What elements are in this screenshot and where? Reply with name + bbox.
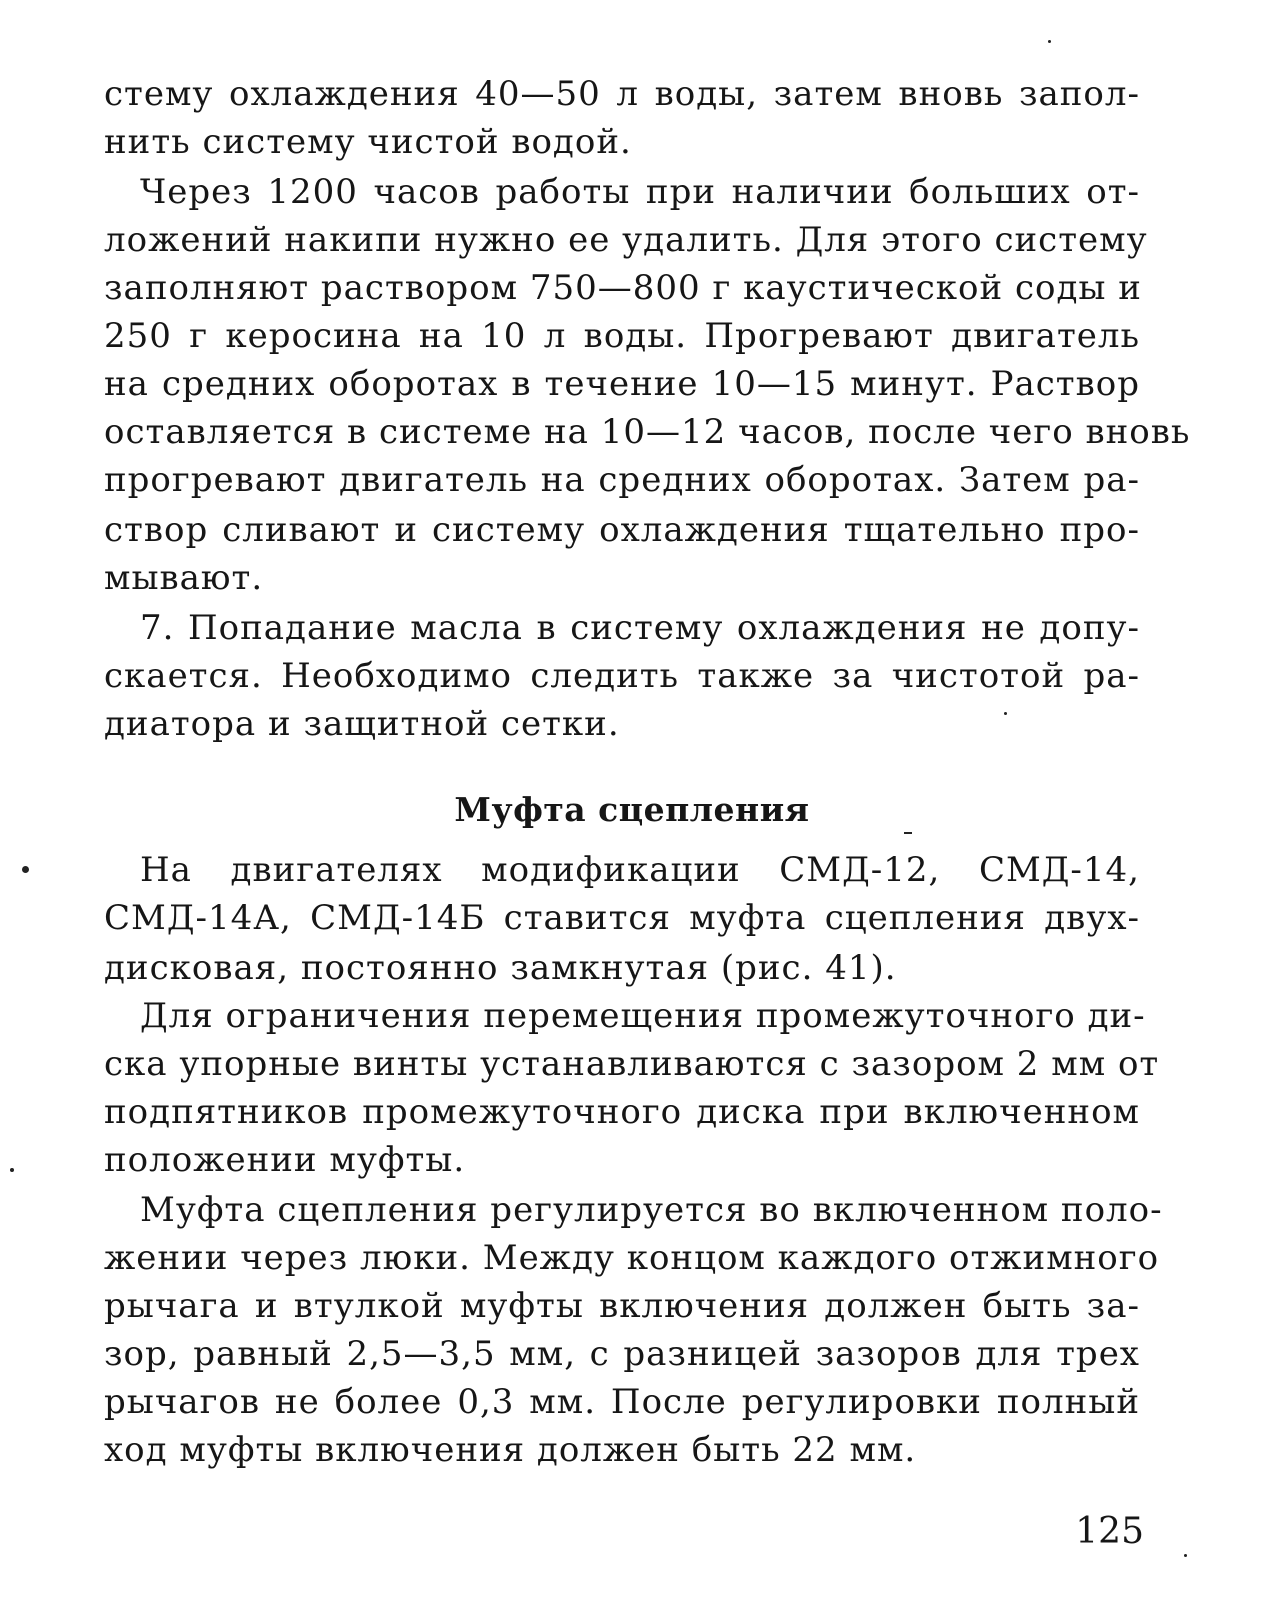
text-line: створ сливают и систему охлаждения тщательно про- <box>104 510 1140 550</box>
text-line: ложений накипи нужно ее удалить. Для этого систему <box>104 220 1148 260</box>
scan-speck <box>1184 1554 1187 1557</box>
text-line: Для ограничения перемещения промежуточного ди- <box>140 996 1146 1036</box>
text-line: на средних оборотах в течение 10—15 минут. Раствор <box>104 364 1140 404</box>
text-line: прогревают двигатель на средних оборотах. Затем ра- <box>104 460 1140 500</box>
text-line: На двигателях модификации СМД-12, СМД-14, <box>140 850 1140 890</box>
text-line: Через 1200 часов работы при наличии больших от- <box>140 172 1140 212</box>
text-line: рычага и втулкой муфты включения должен быть за- <box>104 1286 1140 1326</box>
text-line: рычагов не более 0,3 мм. После регулировки полный <box>104 1382 1140 1422</box>
text-line: дисковая, постоянно замкнутая (рис. 41). <box>104 948 897 988</box>
page-number: 125 <box>1075 1511 1144 1552</box>
text-line: 250 г керосина на 10 л воды. Прогревают двигатель <box>104 316 1140 356</box>
text-line: скается. Необходимо следить также за чистотой ра- <box>104 656 1140 696</box>
scan-speck <box>10 1168 14 1172</box>
scan-speck <box>1004 712 1007 715</box>
text-line: положении муфты. <box>104 1140 466 1180</box>
scan-speck <box>904 832 912 834</box>
text-line: стему охлаждения 40—50 л воды, затем вновь запол- <box>104 74 1140 114</box>
text-line: 7. Попадание масла в систему охлаждения не допу- <box>140 608 1140 648</box>
text-line: подпятников промежуточного диска при включенном <box>104 1092 1140 1132</box>
text-line: оставляется в системе на 10—12 часов, после чего вновь <box>104 412 1191 452</box>
text-line: диатора и защитной сетки. <box>104 704 620 744</box>
text-line: нить систему чистой водой. <box>104 122 632 162</box>
text-line: Муфта сцепления регулируется во включенном поло- <box>140 1190 1163 1230</box>
text-line: ход муфты включения должен быть 22 мм. <box>104 1430 917 1470</box>
scan-speck <box>1048 40 1051 43</box>
text-line: СМД-14А, СМД-14Б ставится муфта сцепления двух- <box>104 898 1140 938</box>
text-line: жении через люки. Между концом каждого отжимного <box>104 1238 1160 1278</box>
text-line: мывают. <box>104 558 264 598</box>
text-line: заполняют раствором 750—800 г каустической соды и <box>104 268 1142 308</box>
text-line: ска упорные винты устанавливаются с зазором 2 мм от <box>104 1044 1160 1084</box>
section-heading: Муфта сцепления <box>454 790 810 829</box>
text-line: зор, равный 2,5—3,5 мм, с разницей зазоров для трех <box>104 1334 1140 1374</box>
scan-speck <box>22 866 29 873</box>
